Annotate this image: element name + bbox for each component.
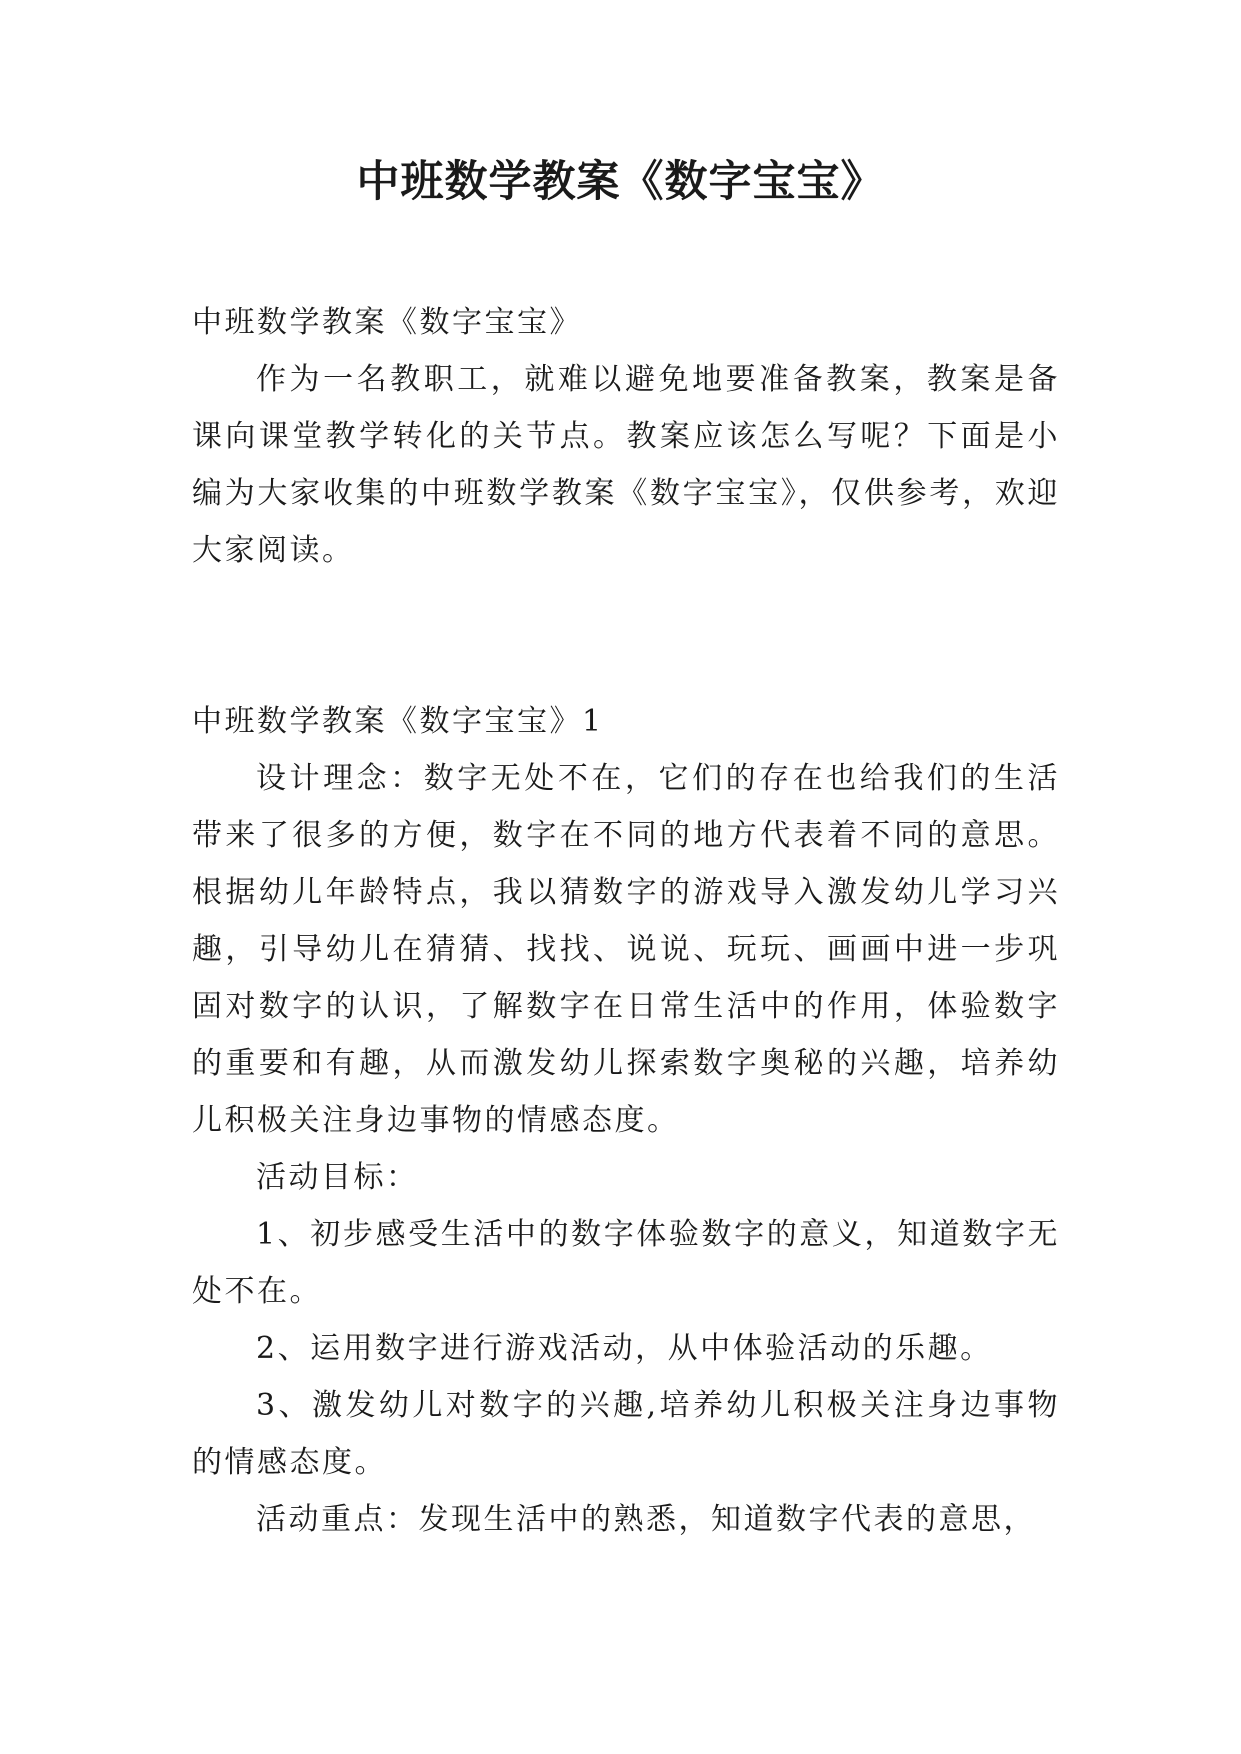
document-title: 中班数学教案《数字宝宝》 — [356, 157, 885, 207]
goal-item: 3、激发幼儿对数字的兴趣,培养幼儿积极关注身边事物的情感态度。 — [192, 1388, 1060, 1480]
section-spacer — [192, 579, 1060, 693]
intro-heading: 中班数学教案《数字宝宝》 — [192, 305, 582, 340]
document-body — [192, 294, 1060, 1548]
intro-paragraph: 作为一名教职工，就难以避免地要准备教案，教案是备课向课堂教学转化的关节点。教案应该怎么写呢？下面是小编为大家收集的中班数学教案《数字宝宝》，仅供参考，欢迎大家阅读。 — [192, 362, 1060, 568]
design-concept-paragraph: 设计理念：数字无处不在，它们的存在也给我们的生活带来了很多的方便，数字在不同的地方代表着不同的意思。根据幼儿年龄特点，我以猜数字的游戏导入激发幼儿学习兴趣，引导幼儿在猜猜、找找、说说、玩玩、画画中进一步巩固对数字的认识，了解数字在日常生活中的作用，体验数字的重要和有趣，从而激发幼儿探索数字奥秘的兴趣，培养幼儿积极关注身边事物的情感态度。 — [192, 761, 1060, 1138]
goal-item: 1、初步感受生活中的数字体验数字的意义，知道数字无处不在。 — [192, 1217, 1060, 1309]
goals-heading: 活动目标： — [256, 1160, 419, 1195]
section1-heading: 中班数学教案《数字宝宝》1 — [192, 704, 604, 739]
goal-item: 2、运用数字进行游戏活动，从中体验活动的乐趣。 — [256, 1331, 993, 1366]
key-point-paragraph: 活动重点：发现生活中的熟悉，知道数字代表的意思， — [256, 1502, 1036, 1537]
